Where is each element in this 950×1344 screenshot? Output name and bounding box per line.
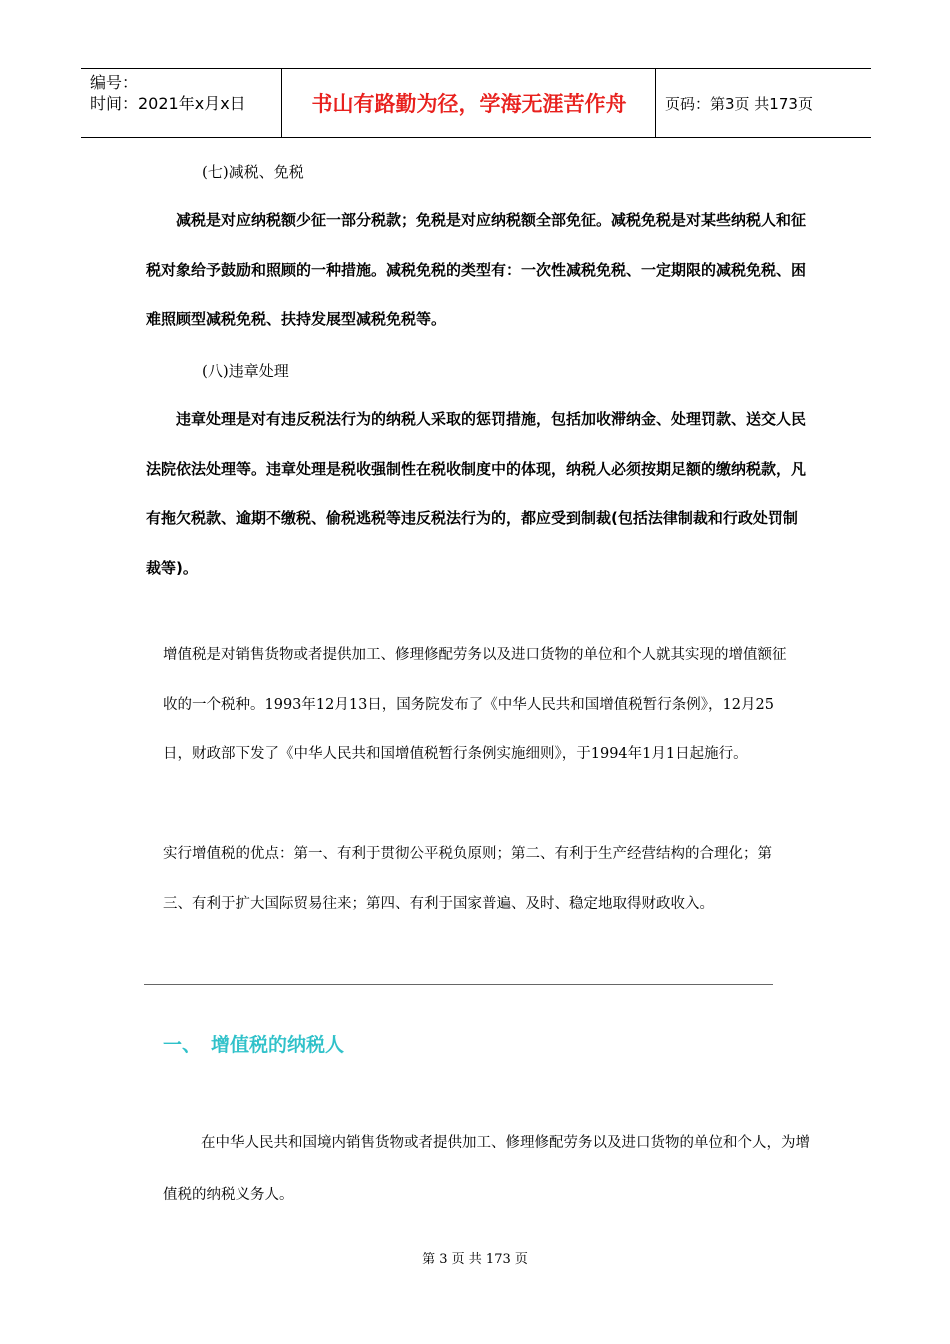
header-motto: 书山有路勤为径，学海无涯苦作舟 bbox=[311, 92, 627, 116]
vat-intro: 增值税是对销售货物或者提供加工、修理修配劳务以及进口货物的单位和个人就其实现的增值额征收的一个税种。1993年12月13日，国务院发布了《中华人民共和国增值税暂行条例》，12月25日，财政部下发了《中华人民共和国增值税暂行条例实施细则》，于1994年1月1日起施行。 bbox=[163, 647, 787, 763]
page-header bbox=[81, 68, 871, 138]
section-body-violation: 违章处理是对有违反税法行为的纳税人采取的惩罚措施，包括加收滞纳金、处理罚款、送交人民法院依法处理等。违章处理是税收强制性在税收制度中的体现，纳税人必须按期足额的缴纳税款，凡有拖欠税款、逾期不缴税、偷税逃税等违反税法行为的，都应受到制裁(包括法律制裁和行政处罚制裁等)。 bbox=[146, 410, 807, 577]
section-body-reduction: 减税是对应纳税额少征一部分税款；免税是对应纳税额全部免征。减税免税是对某些纳税人和征税对象给予鼓励和照顾的一种措施。减税免税的类型有：一次性减税免税、一定期限的减税免税、困难照顾型减税免税、扶持发展型减税免税等。 bbox=[146, 211, 807, 329]
header-divider bbox=[655, 69, 656, 137]
taxpayer-body: 在中华人民共和国境内销售货物或者提供加工、修理修配劳务以及进口货物的单位和个人，为增值税的纳税义务人。 bbox=[163, 1135, 810, 1203]
section-heading-number: 一、 bbox=[163, 1034, 202, 1056]
header-page-info: 页码：第3页 共173页 bbox=[665, 94, 813, 113]
section-title-violation: (八)违章处理 bbox=[202, 362, 289, 380]
page-footer: 第 3 页 共 173 页 bbox=[422, 1252, 528, 1267]
vat-advantages: 实行增值税的优点：第一、有利于贯彻公平税负原则；第二、有利于生产经营结构的合理化；第三、有利于扩大国际贸易往来；第四、有利于国家普遍、及时、稳定地取得财政收入。 bbox=[163, 846, 772, 912]
header-divider bbox=[281, 69, 282, 137]
section-heading-title: 增值税的纳税人 bbox=[211, 1034, 345, 1056]
section-heading bbox=[163, 1030, 344, 1057]
document-time: 时间：2021年x月x日 bbox=[90, 94, 246, 113]
document-id-label: 编号： bbox=[90, 73, 139, 92]
section-divider bbox=[144, 984, 773, 985]
section-title-reduction: (七)减税、免税 bbox=[202, 163, 304, 181]
header-meta bbox=[90, 72, 246, 114]
